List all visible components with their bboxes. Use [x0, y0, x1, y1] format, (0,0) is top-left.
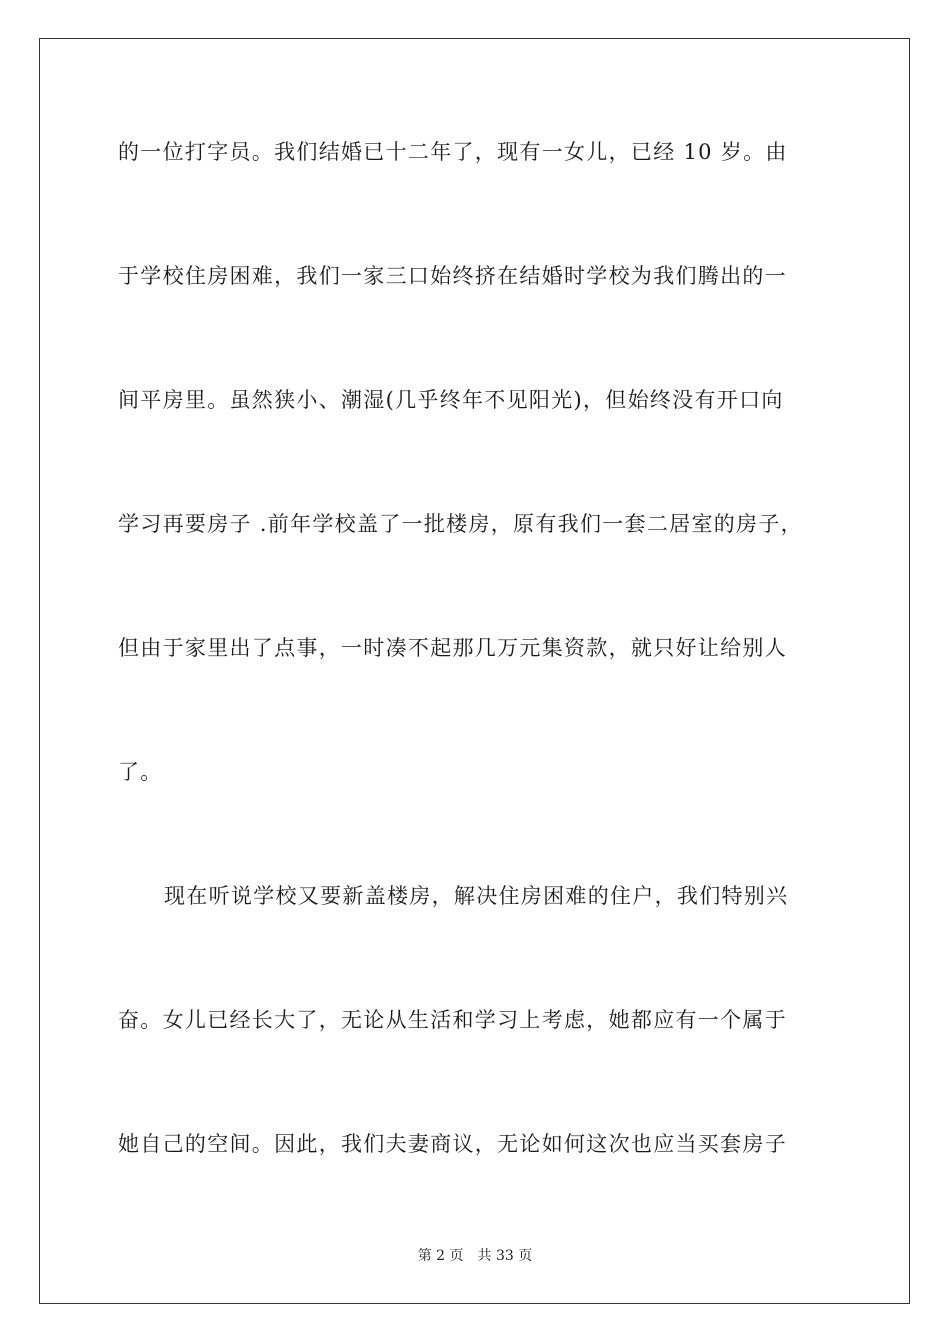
text-line: 学习再要房子 .前年学校盖了一批楼房，原有我们一套二居室的房子， — [118, 512, 803, 536]
page-footer — [0, 1247, 950, 1265]
text-line: 但由于家里出了点事，一时凑不起那几万元集资款，就只好让给别人 — [118, 636, 787, 660]
text-line: 于学校住房困难，我们一家三口始终挤在结婚时学校为我们腾出的一 — [118, 264, 787, 288]
text-line: 了。 — [118, 760, 163, 784]
text-line: 间平房里。虽然狭小、潮湿(几乎终年不见阳光)，但始终没有开口向 — [118, 388, 784, 412]
text-line: 奋。女儿已经长大了，无论从生活和学习上考虑，她都应有一个属于 — [118, 1008, 787, 1032]
paragraph-first-line: 现在听说学校又要新盖楼房，解决住房困难的住户，我们特别兴 — [164, 884, 789, 908]
page-number: 第 2 页 — [417, 1248, 464, 1264]
text-line: 的一位打字员。我们结婚已十二年了，现有一女儿，已经 10 岁。由 — [118, 140, 788, 164]
page-border — [39, 38, 910, 1304]
page-total: 共 33 页 — [477, 1248, 533, 1264]
text-line: 她自己的空间。因此，我们夫妻商议，无论如何这次也应当买套房子 — [118, 1132, 787, 1156]
